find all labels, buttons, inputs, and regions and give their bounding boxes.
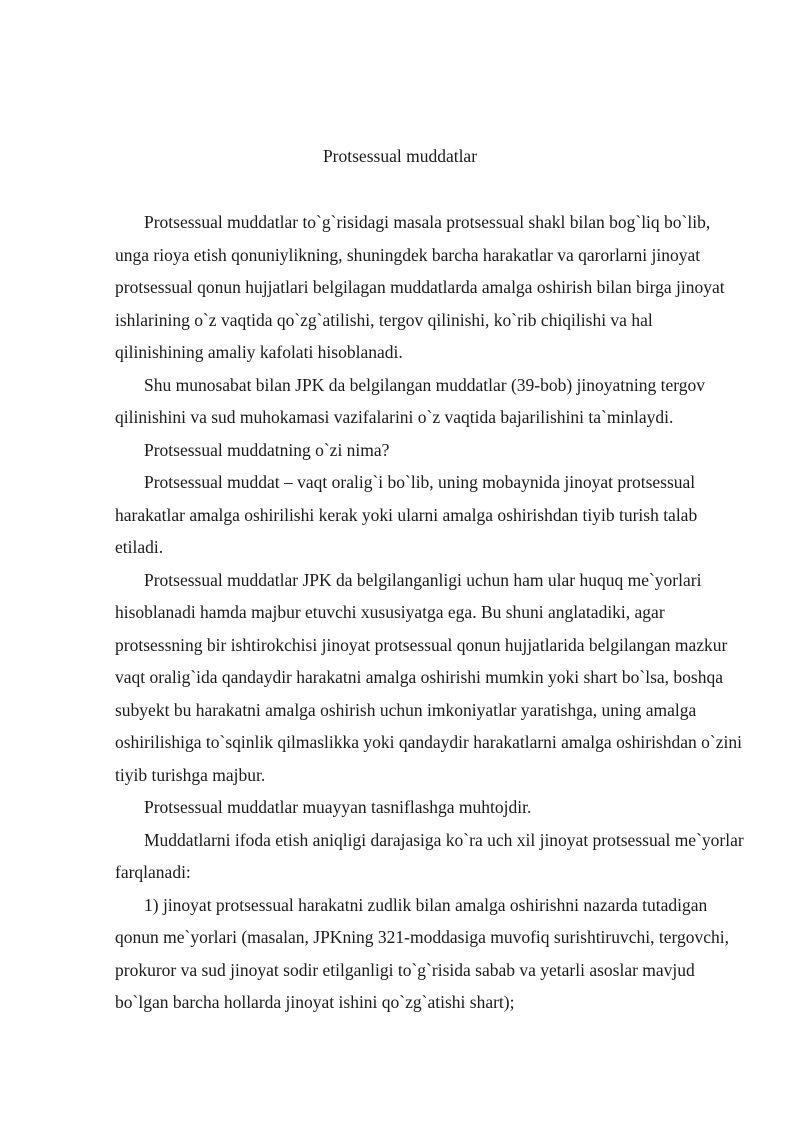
paragraph-4: Protsessual muddat – vaqt oralig`i bo`lib, uning mobaynida jinoyat protsessual harakatlar amalga oshirilishi kerak yoki ularni amalga oshirishdan tiyib turish talab etiladi.	[115, 472, 698, 557]
paragraph-3: Protsessual muddatning o`zi nima?	[144, 439, 390, 460]
paragraph-5: Protsessual muddatlar JPK da belgilanganligi uchun ham ular huquq me`yorlari hisoblanadi hamda majbur etuvchi xususiyatga ega. Bu shuni anglatadiki, agar protsessning bir ishtirokchisi jinoyat protsessual qonun hujjatlarida belgilangan mazkur vaqt oralig`ida qandaydir harakatni amalga oshirishi mumkin yoki shart bo`lsa, boshqa subyekt bu harakatni amalga oshirish uchun imkoniyatlar yaratishga, uning amalga oshirilishiga to`sqinlik qilmaslikka yoki qandaydir harakatlarni amalga oshirishdan o`zini tiyib turishga majbur.	[115, 569, 742, 785]
paragraph-1: Protsessual muddatlar to`g`risidagi masala protsessual shakl bilan bog`liq bo`lib, unga rioya etish qonuniylikning, shuningdek barcha harakatlar va qarorlarni jinoyat protsessual qonun hujjatlari belgilagan muddatlarda amalga oshirish bilan birga jinoyat ishlarining o`z vaqtida qo`zg`atilishi, tergov qilinishi, ko`rib chiqilishi va hal qilinishining amaliy kafolati hisoblanadi.	[115, 212, 725, 362]
paragraph-6: Protsessual muddatlar muayyan tasniflashga muhtojdir.	[144, 797, 532, 817]
document-title: Protsessual muddatlar	[322, 146, 478, 166]
paragraph-7: Muddatlarni ifoda etish aniqligi darajasiga ko`ra uch xil jinoyat protsessual me`yorlar farqlanadi:	[115, 829, 744, 882]
document-body	[115, 206, 745, 1019]
paragraph-2: Shu munosabat bilan JPK da belgilangan muddatlar (39-bob) jinoyatning tergov qilinishini va sud muhokamasi vazifalarini o`z vaqtida bajarilishini ta`minlaydi.	[115, 374, 706, 427]
paragraph-8: 1) jinoyat protsessual harakatni zudlik bilan amalga oshirishni nazarda tutadigan qonun me`yorlari (masalan, JPKning 321-moddasiga muvofiq surishtiruvchi, tergovchi, prokuror va sud jinoyat sodir etilganligi to`g`risida sabab va yetarli asoslar mavjud bo`lgan barcha hollarda jinoyat ishini qo`zg`atishi shart);	[115, 894, 730, 1012]
